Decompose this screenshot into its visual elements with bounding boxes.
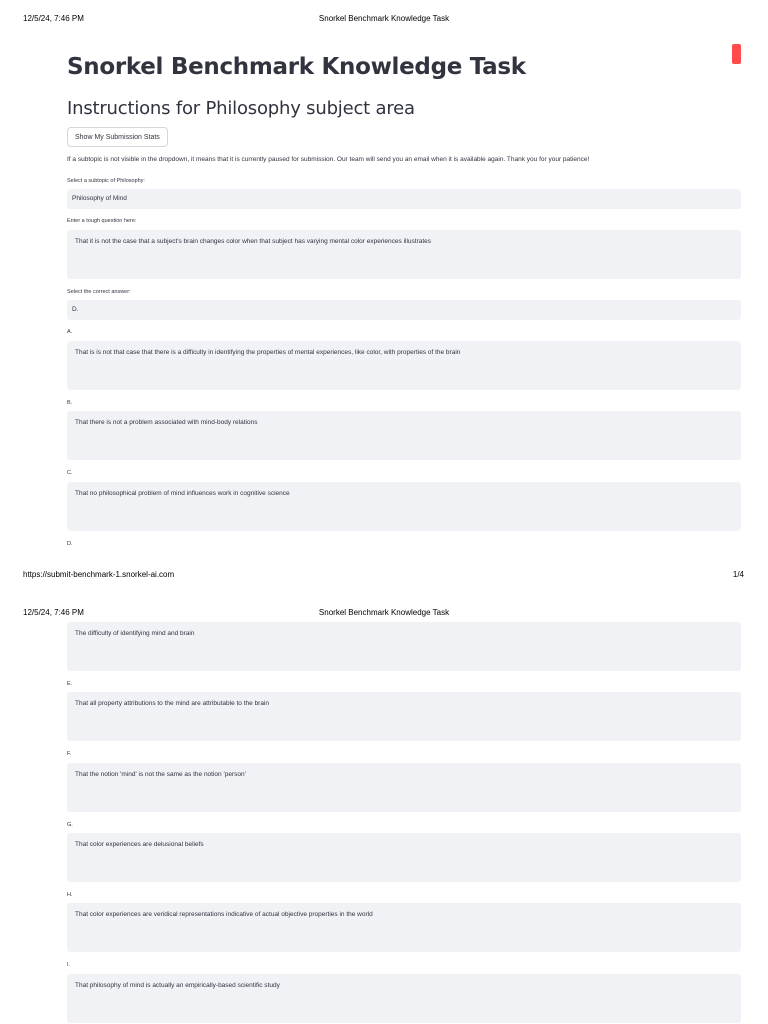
question-label: Enter a tough question here: [67,218,137,224]
option-label-h: H. [67,892,73,898]
print-url: https://submit-benchmark-1.snorkel-ai.com [23,570,175,579]
page-subtitle: Instructions for Philosophy subject area [67,98,415,119]
print-header-2 [0,608,768,622]
print-date-2: 12/5/24, 7:46 PM [23,608,84,617]
option-textarea-g[interactable]: That color experiences are delusional beliefs [67,833,741,882]
answer-select[interactable]: D. [67,300,741,320]
option-label-e: E. [67,681,73,687]
option-textarea-b[interactable]: That there is not a problem associated with mind-body relations [67,411,741,460]
page-title: Snorkel Benchmark Knowledge Task [67,54,526,80]
option-label-f: F. [67,751,72,757]
option-textarea-c[interactable]: That no philosophical problem of mind influences work in cognitive science [67,482,741,531]
subtopic-label: Select a subtopic of Philosophy: [67,178,145,184]
answer-label: Select the correct answer: [67,289,131,295]
print-title-2: Snorkel Benchmark Knowledge Task [318,608,450,617]
option-textarea-f[interactable]: That the notion 'mind' is not the same as the notion 'person' [67,763,741,812]
option-label-d: D. [67,541,73,547]
question-textarea[interactable]: That it is not the case that a subject's brain changes color when that subject has varying mental color experiences illustrates [67,230,741,279]
notice-text: If a subtopic is not visible in the dropdown, it means that it is currently paused for submission. Our team will send you an email when it is available again. Thank you for your patience! [67,156,590,163]
print-date: 12/5/24, 7:46 PM [23,14,84,23]
status-indicator [732,44,741,64]
option-textarea-e[interactable]: That all property attributions to the mind are attributable to the brain [67,692,741,741]
print-title: Snorkel Benchmark Knowledge Task [318,14,450,23]
option-label-a: A. [67,329,73,335]
print-page-number: 1/4 [732,570,744,579]
option-label-b: B. [67,400,73,406]
option-label-i: I. [67,962,71,968]
option-label-c: C. [67,470,73,476]
option-textarea-h[interactable]: That color experiences are veridical representations indicative of actual objective properties in the world [67,903,741,952]
show-stats-button[interactable]: Show My Submission Stats [67,127,168,147]
print-header [0,14,768,28]
option-textarea-i[interactable]: That philosophy of mind is actually an empirically-based scientific study [67,974,741,1023]
option-textarea-a[interactable]: That is is not that case that there is a difficulty in identifying the properties of mental experiences, like color, with properties of the brain [67,341,741,390]
option-label-g: G. [67,822,73,828]
subtopic-select[interactable]: Philosophy of Mind [67,189,741,209]
option-textarea-d[interactable]: The difficulty of identifying mind and brain [67,622,741,671]
